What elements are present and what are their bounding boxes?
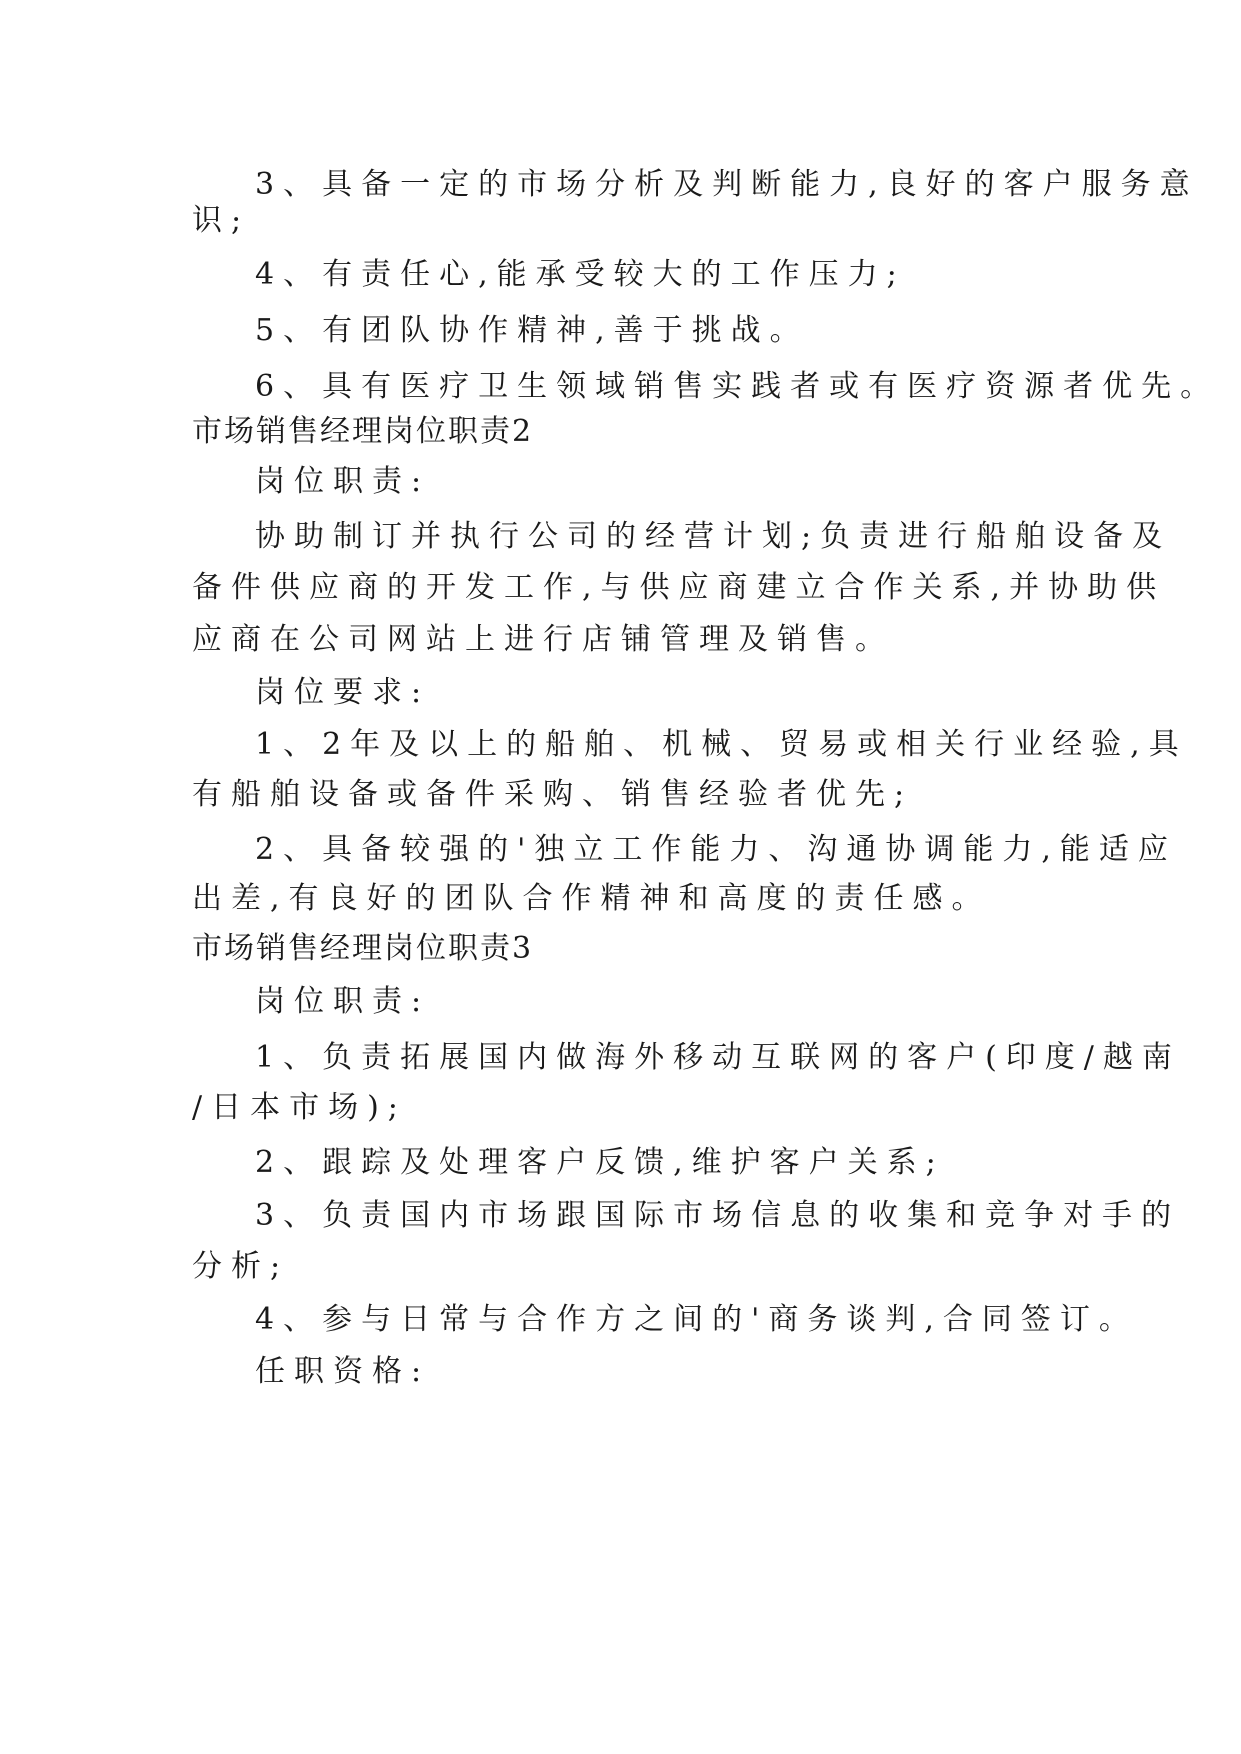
body-text-line: 4、有责任心,能承受较大的工作压力; [255, 257, 906, 292]
body-text-line: 2、跟踪及处理客户反馈,维护客户关系; [255, 1145, 945, 1180]
body-text-line: 识; [192, 203, 251, 238]
body-text-line: /日本市场); [192, 1090, 407, 1125]
section-heading: 市场销售经理岗位职责2 [192, 414, 534, 449]
body-text-line: 出差,有良好的团队合作精神和高度的责任感。 [192, 881, 991, 916]
body-text-line: 3、负责国内市场跟国际市场信息的收集和竞争对手的 [255, 1198, 1181, 1233]
section-heading: 市场销售经理岗位职责3 [192, 931, 534, 966]
body-text-line: 岗位职责: [255, 464, 431, 499]
body-text-line: 有船舶设备或备件采购、销售经验者优先; [192, 777, 914, 812]
body-text-line: 1、负责拓展国内做海外移动互联网的客户(印度/越南 [255, 1040, 1181, 1075]
body-text-line: 6、具有医疗卫生领域销售实践者或有医疗资源者优先。 [255, 369, 1220, 404]
body-text-line: 2、具备较强的'独立工作能力、沟通协调能力,能适应 [255, 832, 1177, 867]
body-text-line: 协助制订并执行公司的经营计划;负责进行船舶设备及 [255, 519, 1172, 554]
body-text-line: 3、具备一定的市场分析及判断能力,良好的客户服务意 [255, 167, 1199, 202]
body-text-line: 岗位职责: [255, 984, 431, 1019]
body-text-line: 4、参与日常与合作方之间的'商务谈判,合同签订。 [255, 1302, 1138, 1337]
body-text-line: 任职资格: [255, 1354, 431, 1389]
body-text-line: 5、有团队协作精神,善于挑战。 [255, 313, 809, 348]
body-text-line: 备件供应商的开发工作,与供应商建立合作关系,并协助供 [192, 570, 1166, 605]
body-text-line: 分析; [192, 1249, 290, 1284]
body-text-line: 应商在公司网站上进行店铺管理及销售。 [192, 622, 894, 657]
body-text-line: 1、2年及以上的船舶、机械、贸易或相关行业经验,具 [255, 727, 1188, 762]
body-text-line: 岗位要求: [255, 675, 431, 710]
